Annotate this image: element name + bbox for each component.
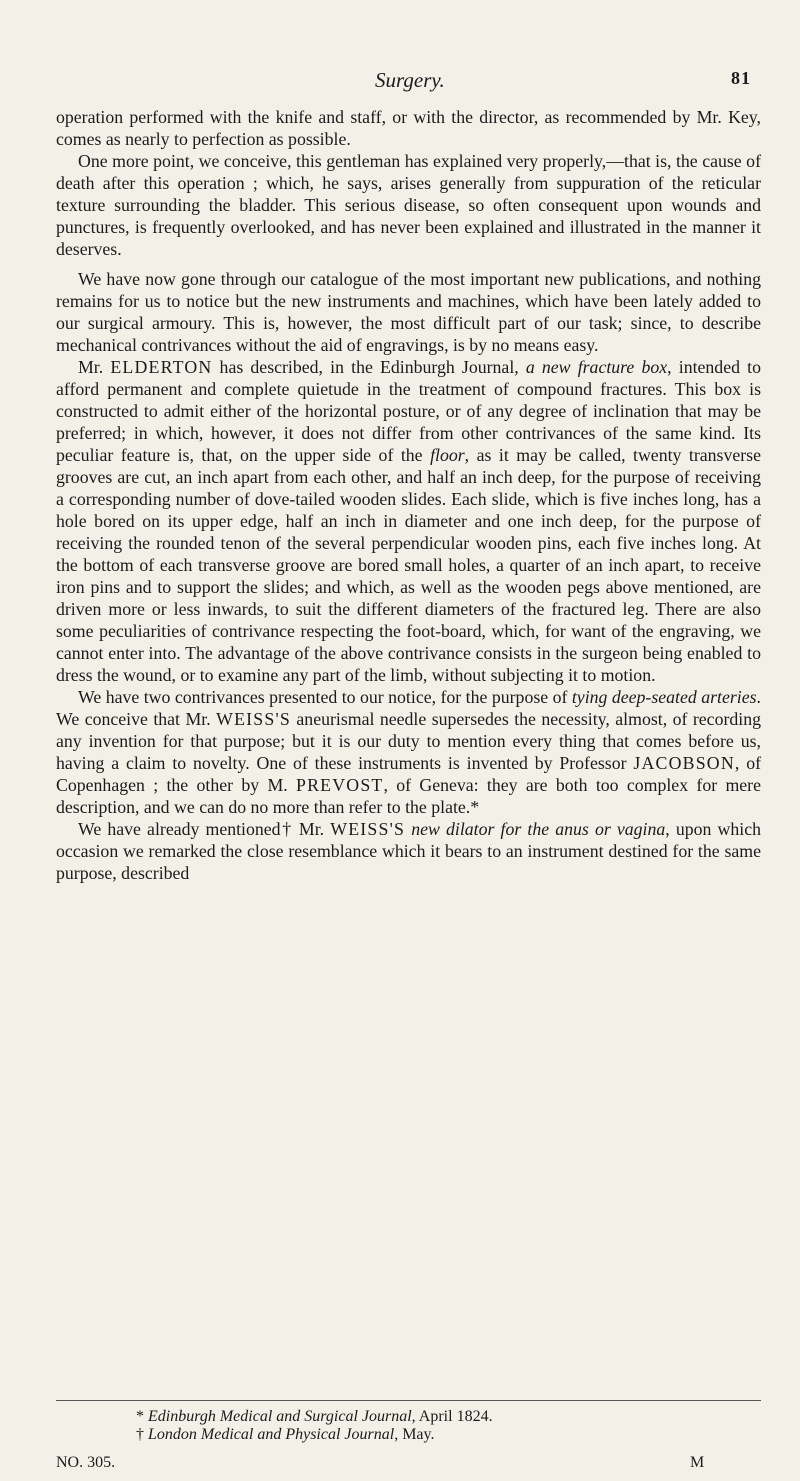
footnotes	[56, 1400, 761, 1444]
text-run: , upon which occasion we remarked the close resemblance which it bears to an instrument destined for the same purpose, described	[56, 819, 761, 883]
paragraph-text: operation performed with the knife and staff, or with the director, as recommended by Mr. Key, comes as nearly to perfection as possible.	[56, 107, 761, 149]
paragraph-text: We have now gone through our catalogue of the most important new publications, and nothing remains for us to notice but the new instruments and machines, which have been lately added to our surgical armoury. This is, however, the most difficult part of our task; since, to describe mechanical contrivances without the aid of engravings, is by no means easy.	[56, 269, 761, 355]
text-run: We have already mentioned† Mr.	[78, 819, 331, 839]
text-run: Mr.	[78, 357, 111, 377]
footnote-journal: Edinburgh Medical and Surgical Journal	[148, 1408, 412, 1425]
text-run: , of Copenhagen ; the other by M.	[56, 753, 762, 795]
text-run: , intended to afford permanent and complete quietude in the treatment of compound fractures. This box is constructed to admit either of the horizontal posture, or of any degree of inclination that may be preferred; in which, however, it does not differ from other contrivances of the same kind. Its peculiar feature is, that, on the upper side of the	[56, 357, 761, 465]
issue-number: NO. 305.	[56, 1454, 116, 1471]
footnote: * Edinburgh Medical and Surgical Journal, April 1824.	[136, 1408, 493, 1425]
text-run: , as it may be called, twenty transverse grooves are cut, an inch apart from each other, and half an inch deep, for the purpose of receiving a corresponding number of dove-tailed wooden slides. Each slide, which is five inches long, has a hole bored on its upper edge, half an inch in diameter and one inch deep, for the purpose of receiving the rounded tenon of the several perpendicular wooden pins, each five inches long. At the bottom of each transverse groove are bored small holes, a quarter of an inch apart, to receive iron pins and to support the slides; and which, as well as the wooden pegs above mentioned, are driven more or less inwards, to suit the different diameters of the fractured leg. There are also some peculiarities of contrivance respecting the foot-board, which, for want of the engraving, we cannot enter into. The advantage of the above contrivance consists in the surgeon being enabled to dress the wound, or to examine any part of the limb, without subjecting it to motion.	[56, 445, 761, 685]
text-run: aneurismal needle supersedes the necessity, almost, of recording any invention for that purpose; but it is our duty to mention every thing that comes before us, having a claim to novelty. One of these instruments is invented by Professor	[56, 709, 761, 773]
paragraph-continuation	[56, 106, 761, 150]
signature-mark: M	[690, 1454, 705, 1471]
page-number: 81	[731, 68, 751, 88]
footnote-date: May.	[402, 1426, 435, 1443]
text-run: . We conceive that Mr.	[56, 687, 761, 729]
text-run: has described, in the Edinburgh Journal,	[212, 357, 526, 377]
text-run: , of Geneva: they are both too complex for mere description, and we can do no more than refer to the plate.*	[56, 775, 761, 817]
paragraph-text: One more point, we conceive, this gentleman has explained very properly,—that is, the cause of death after this operation ; which, he says, arises generally from suppuration of the reticular texture surrounding the bladder. This serious disease, so often consequent upon wounds and punctures, is frequently overlooked, and has never been explained and illustrated in the manner it deserves.	[56, 151, 761, 259]
paragraph-fracture-box	[56, 356, 761, 686]
italic-term: a new fracture box	[525, 357, 668, 377]
footnote: † London Medical and Physical Journal, May.	[136, 1426, 435, 1443]
main-text	[56, 106, 761, 884]
italic-term: tying deep-seated arteries	[571, 687, 757, 707]
author-name: JACOBSON	[633, 753, 735, 773]
running-head: Surgery.	[375, 68, 445, 92]
author-name: WEISS'S	[330, 819, 406, 839]
page-header	[0, 68, 800, 90]
italic-term: floor	[430, 445, 465, 465]
footnote-marker: *	[136, 1408, 144, 1425]
footnote-marker: †	[136, 1426, 144, 1443]
paragraph-suppuration	[56, 150, 761, 260]
footnote-journal: London Medical and Physical Journal	[148, 1426, 395, 1443]
author-name: PREVOST	[296, 775, 384, 795]
paragraph-instruments-intro	[56, 268, 761, 356]
author-name: WEISS'S	[216, 709, 291, 729]
footnote-date: April 1824.	[418, 1408, 493, 1425]
italic-term: new dilator for the anus or vagina	[411, 819, 666, 839]
paragraph-arteries	[56, 686, 761, 818]
paragraph-dilator	[56, 818, 761, 884]
text-run: We have two contrivances presented to our notice, for the purpose of	[78, 687, 572, 707]
author-name: ELDERTON	[110, 357, 213, 377]
